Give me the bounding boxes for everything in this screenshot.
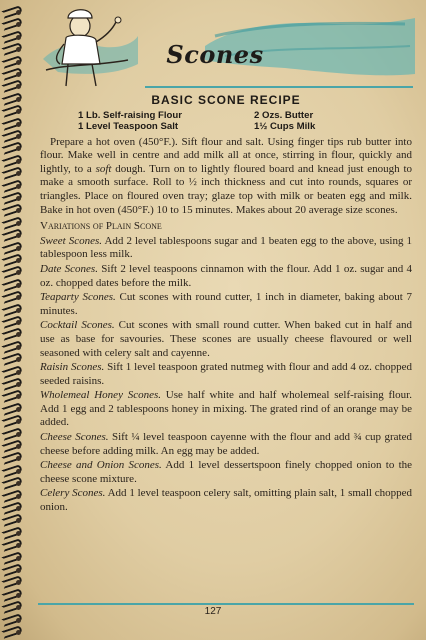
variation-item — [40, 361, 412, 388]
binding-hole — [16, 518, 21, 523]
binding-hole — [16, 469, 21, 474]
binding-hole — [16, 320, 21, 325]
binding-hole — [16, 22, 21, 27]
variation-text: Add 2 level tablespoons sugar and 1 beaten egg to the above, using 1 tablespoon less milk. — [40, 234, 413, 261]
variation-text: Sift 1 level teaspoon grated nutmeg with flour and add 4 oz. chopped seeded raisins. — [40, 361, 412, 387]
recipe-heading: BASIC SCONE RECIPE — [151, 93, 301, 107]
variation-item — [40, 459, 412, 486]
binding-hole — [16, 146, 21, 151]
binding-hole — [16, 543, 21, 548]
variation-name: Cocktail Scones. — [40, 319, 115, 332]
binding-hole — [16, 580, 21, 585]
binding-hole — [16, 568, 21, 573]
variation-name: Raisin Scones. — [40, 361, 105, 374]
binding-hole — [16, 84, 21, 89]
binding-hole — [16, 444, 21, 449]
method-text: dough. Turn on to lightly floured board and knead just enough to make a smooth surface. Roll to ½ inch thickness and cut into rounds, squares or triangles. Place on floured oven tray; glaze top with milk or beaten egg and milk. Bake in hot oven (450°F.) 10 to 15 minutes. Makes about 20 average size scones. — [40, 162, 412, 216]
binding-hole — [16, 221, 21, 226]
variation-item — [40, 291, 412, 318]
variation-item — [40, 389, 412, 430]
binding-hole — [16, 35, 21, 40]
binding-hole — [16, 196, 21, 201]
binding-hole — [16, 630, 21, 635]
chef-illustration-icon — [38, 4, 138, 104]
binding-hole — [16, 506, 21, 511]
binding-hole — [16, 171, 21, 176]
ingredient-item: 1 Level Teaspoon Salt — [78, 121, 179, 133]
binding-hole — [16, 134, 21, 139]
method-text: Prepare a hot oven (450°F.). Sift flour and salt. Using finger tips rub butter into flour. Make well in centre and add milk all at once, stirring in flour, quickly and lightly, to a — [40, 135, 412, 175]
binding-hole — [16, 370, 21, 375]
ingredient-item: 1 Lb. Self-raising Flour — [78, 109, 182, 121]
binding-hole — [16, 47, 21, 52]
binding-hole — [16, 357, 21, 362]
variation-name: Cheese Scones. — [40, 431, 109, 444]
footer-rule — [38, 603, 414, 605]
binding-hole — [16, 531, 21, 536]
variation-name: Cheese and Onion Scones. — [40, 459, 162, 472]
binding-hole — [16, 97, 21, 102]
binding-hole — [16, 283, 21, 288]
variation-text: Add 1 level dessertspoon finely chopped onion to the cheese scone mixture. — [40, 459, 413, 485]
binding-hole — [16, 618, 21, 623]
binding-hole — [16, 184, 21, 189]
ingredient-list — [40, 110, 412, 133]
binding-hole — [16, 109, 21, 114]
binding-hole — [16, 122, 21, 127]
variation-name: Teaparty Scones. — [40, 291, 116, 304]
binding-hole — [16, 332, 21, 337]
variation-text: Use half white and half wholemeal self-raising flour. Add 1 egg and 2 tablespoons honey in mixing. The grated rind of an orange may be added. — [40, 389, 412, 429]
binding-hole — [16, 72, 21, 77]
binding-hole — [16, 10, 21, 15]
recipe-content — [40, 94, 412, 516]
binding-hole — [16, 419, 21, 424]
page-number: 127 — [204, 606, 222, 617]
binding-hole — [16, 481, 21, 486]
variation-item — [40, 487, 412, 514]
binding-hole — [16, 208, 21, 213]
spiral-binding — [0, 0, 26, 640]
variation-item — [40, 263, 412, 290]
variation-text: Add 1 level teaspoon celery salt, omitting plain salt, 1 small chopped onion. — [40, 487, 412, 514]
variation-name: Celery Scones. — [40, 487, 106, 500]
variations-heading: Variations of Plain Scone — [40, 220, 162, 233]
binding-hole — [16, 159, 21, 164]
variation-name: Date Scones. — [40, 262, 98, 275]
variation-item — [40, 431, 412, 458]
binding-hole — [16, 258, 21, 263]
binding-hole — [16, 246, 21, 251]
binding-hole — [16, 432, 21, 437]
variation-item — [40, 319, 412, 360]
binding-hole — [16, 345, 21, 350]
variation-text: Cut scones with round cutter, 1 inch in diameter, baking about 7 minutes. — [40, 291, 412, 317]
header-rule — [145, 86, 413, 88]
binding-hole — [16, 394, 21, 399]
binding-hole — [16, 494, 21, 499]
variation-text: Sift 2 level teaspoons cinnamon with the flour. Add 1 oz. sugar and 4 oz. chopped dates before the milk. — [40, 262, 412, 289]
binding-hole — [16, 382, 21, 387]
binding-hole — [16, 60, 21, 65]
binding-hole — [16, 407, 21, 412]
method-emphasis: soft — [95, 162, 112, 175]
page-title: Scones — [166, 40, 264, 69]
binding-hole — [16, 233, 21, 238]
variation-name: Wholemeal Honey Scones. — [40, 389, 162, 402]
binding-hole — [16, 295, 21, 300]
ingredient-item: 1½ Cups Milk — [254, 121, 316, 133]
binding-hole — [16, 456, 21, 461]
binding-hole — [16, 593, 21, 598]
method-paragraph — [40, 136, 412, 218]
binding-hole — [16, 270, 21, 275]
variation-item — [40, 235, 412, 262]
variation-text: Cut scones with small round cutter. When baked cut in half and use as base for savouries. These scones are usually cheese flavoured or well seasoned with celery salt and cayenne. — [40, 319, 412, 359]
binding-hole — [16, 308, 21, 313]
variation-name: Sweet Scones. — [40, 234, 103, 247]
variation-text: Sift ¼ level teaspoon cayenne with the flour and add ¾ cup grated cheese before adding milk. An egg may be added. — [40, 431, 412, 457]
ingredient-item: 2 Ozs. Butter — [254, 109, 314, 121]
binding-hole — [16, 556, 21, 561]
